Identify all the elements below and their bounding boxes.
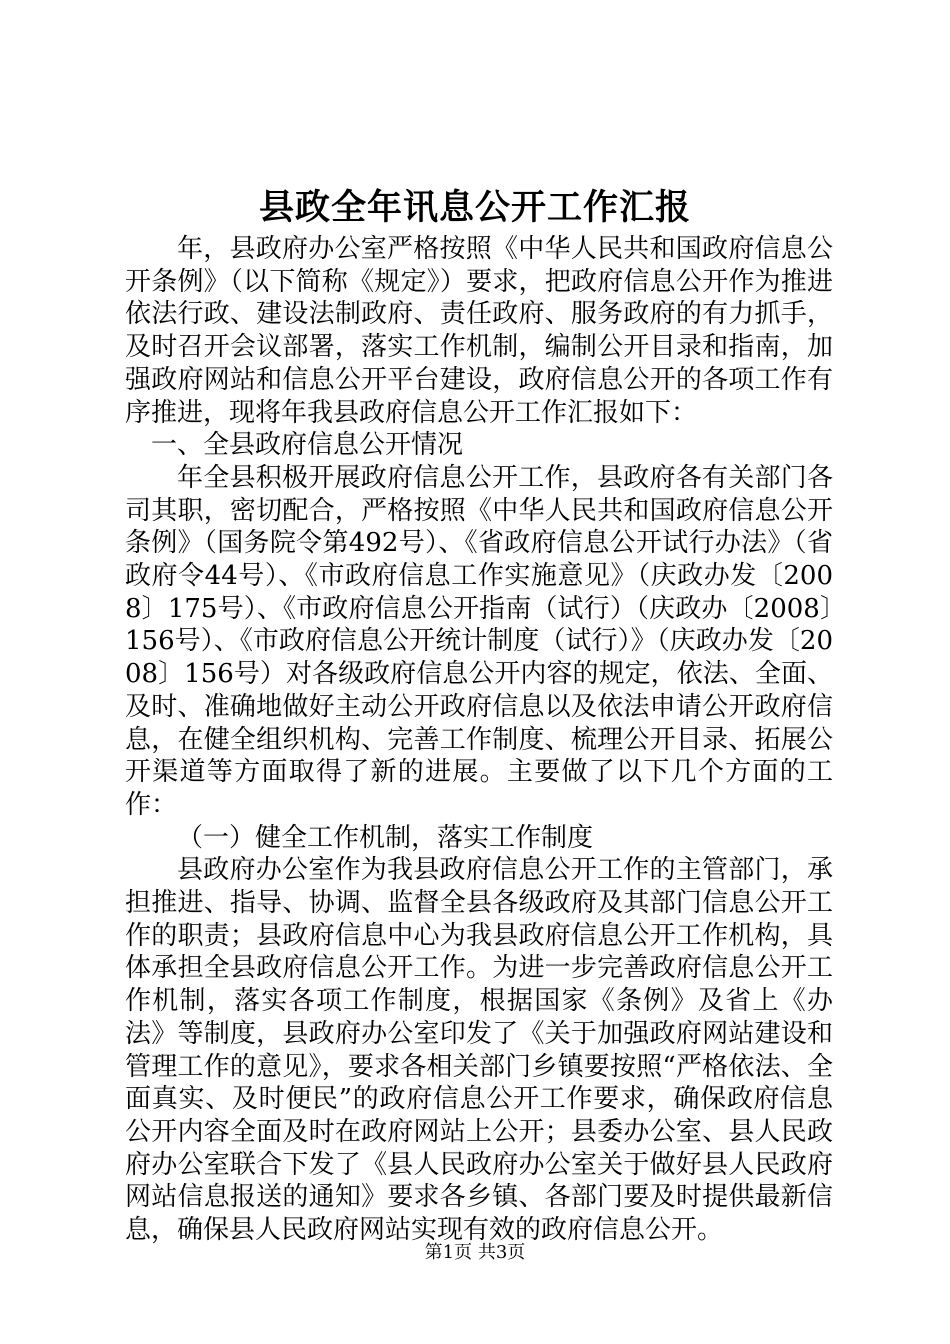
paragraph-overview: 年全县积极开展政府信息公开工作，县政府各有关部门各司其职，密切配合，严格按照《中华人民共和国政府信息公开条例》（国务院令第492号）、《省政府信息公开试行办法》（省政府令44号）、《市政府信息工作实施意见》（庆政办发〔2008〕175号）、《市政府信息公开指南（试行）（庆政办〔2008〕156号）、《市政府信息公开统计制度（试行）》（庆政办发〔2008〕156号）对各级政府信息公开内容的规定，依法、全面、及时、准确地做好主动公开政府信息以及依法申请公开政府信息，在健全组织机构、完善工作制度、梳理公开目录、拓展公开渠道等方面取得了新的进展。主要做了以下几个方面的工作：: [125, 462, 833, 820]
paragraph-intro: 年，县政府办公室严格按照《中华人民共和国政府信息公开条例》（以下简称《规定》）要求，把政府信息公开作为推进依法行政、建设法制政府、责任政府、服务政府的有力抓手，及时召开会议部署，落实工作机制，编制公开目录和指南，加强政府网站和信息公开平台建设，政府信息公开的各项工作有序推进，现将年我县政府信息公开工作汇报如下：: [125, 234, 833, 428]
document-body: [125, 233, 833, 1247]
section-heading-1: 一、全县政府信息公开情况: [151, 430, 464, 461]
page-footer: 第1页 共3页: [424, 1242, 526, 1263]
document-title: 县政全年讯息公开工作汇报: [258, 187, 691, 228]
paragraph-mechanism: 县政府办公室作为我县政府信息公开工作的主管部门，承担推进、指导、协调、监督全县各级政府及其部门信息公开工作的职责；县政府信息中心为我县政府信息公开工作机构，具体承担全县政府信息公开工作。为进一步完善政府信息公开工作机制，落实各项工作制度，根据国家《条例》及省上《办法》等制度，县政府办公室印发了《关于加强政府网站建设和管理工作的意见》，要求各相关部门乡镇要按照“严格依法、全面真实、及时便民”的政府信息公开工作要求，确保政府信息公开内容全面及时在政府网站上公开；县委办公室、县人民政府办公室联合下发了《县人民政府办公室关于做好县人民政府网站信息报送的通知》要求各乡镇、各部门要及时提供最新信息，确保县人民政府网站实现有效的政府信息公开。: [125, 855, 833, 1246]
subsection-heading-1: （一）健全工作机制，落实工作制度: [177, 822, 594, 853]
